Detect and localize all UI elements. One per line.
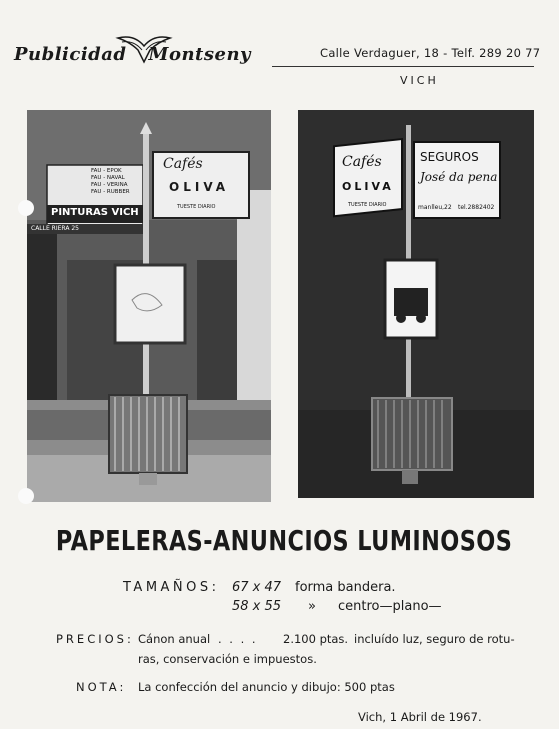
right-tueste-label: TUESTE DIARIO [348,202,387,208]
prices-line2: ras, conservación e impuestos. [138,652,317,666]
pinturas-item: FAU - VERINA [91,182,128,188]
pinturas-brand-list [55,168,130,196]
jose-da-pena-label: José da pena [420,170,498,184]
seguros-tel-label: tel.2882402 [458,204,495,211]
left-tueste-label: TUESTE DIARIO [177,204,216,210]
punch-hole-top [18,200,34,216]
size-row1-value: 67 x 47 [232,580,282,595]
size-row2-value: 58 x 55 [232,599,282,614]
size-row2-ditto: » [308,599,316,614]
street-name-sign: CALLE RIERA 25 [31,225,79,232]
pinturas-sign-name: PINTURAS VICH [51,207,139,218]
headline-title: PAPELERAS-ANUNCIOS LUMINOSOS [55,524,513,557]
pinturas-item: FAU - EPOK [91,168,122,174]
size-row1-desc: forma bandera. [295,580,396,595]
seguros-label: SEGUROS [420,150,479,164]
prices-line1-a: Cánon anual [138,632,211,646]
left-cafe-label: Cafés [163,156,203,172]
prices-line1-c: incluído luz, seguro de rotu- [354,632,515,646]
dateline: Vich, 1 Abril de 1967. [358,710,482,724]
punch-hole-bottom [18,488,34,504]
photo-night-illuminated-sign [298,110,534,498]
prices-label: PRECIOS: [56,632,134,646]
photo-street-flag-sign [27,110,271,502]
size-row2-desc: centro—plano— [338,599,442,614]
pinturas-item: FAU - RUBBER [91,189,130,195]
night-scene-illustration [298,110,534,498]
header-rule [272,66,534,67]
prices-line1-dots: . . . . [218,632,258,646]
brand-name-part2: Montseny [148,44,251,65]
left-oliva-label: OLIVA [169,180,230,194]
sizes-label: TAMAÑOS: [123,580,220,595]
seguros-street-label: manlleu,22 [418,204,452,211]
pinturas-item: FAU - NAVAL [91,175,125,181]
brand-name-part1: Publicidad [14,44,127,65]
note-label: NOTA: [76,680,127,694]
right-oliva-label: OLIVA [342,180,394,193]
company-address: Calle Verdaguer, 18 - Telf. 289 20 77 [320,46,541,60]
right-cafe-label: Cafés [342,154,382,170]
prices-amount: 2.100 ptas. [283,632,349,646]
note-text: La confección del anuncio y dibujo: 500 ptas [138,680,395,694]
company-city: VICH [400,74,439,87]
winged-logo-icon [114,32,174,66]
